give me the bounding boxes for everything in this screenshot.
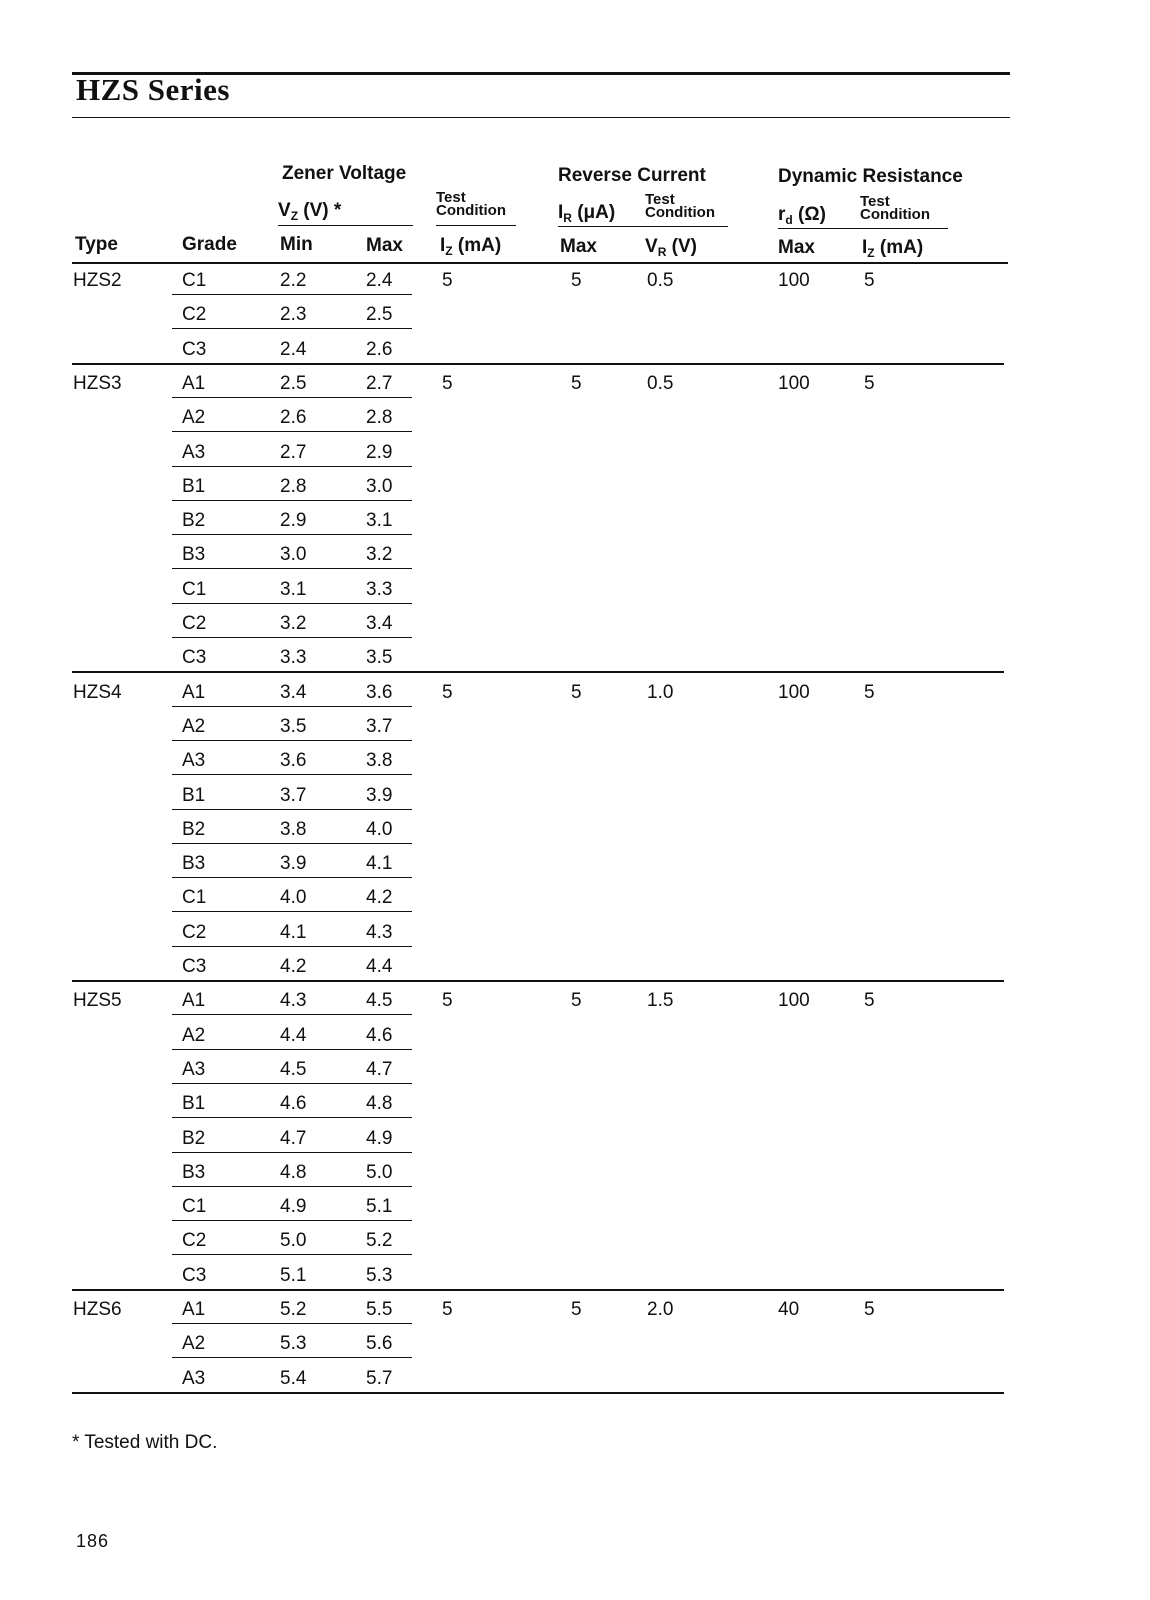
cell-min: 4.5 bbox=[280, 1058, 307, 1080]
grade-divider bbox=[172, 466, 412, 467]
cell-grade: B2 bbox=[182, 1127, 206, 1149]
cell-max: 5.1 bbox=[366, 1196, 393, 1218]
cell-max: 5.0 bbox=[366, 1161, 393, 1183]
cell-max: 3.6 bbox=[366, 681, 393, 703]
cell-grade: A1 bbox=[182, 372, 206, 394]
grade-divider bbox=[172, 431, 412, 432]
cell-grade: C2 bbox=[182, 304, 207, 326]
column-header-max: Max bbox=[366, 235, 403, 256]
cell-max: 5.5 bbox=[366, 1299, 393, 1320]
cell-max: 3.4 bbox=[366, 613, 393, 634]
cell-max: 4.7 bbox=[366, 1058, 393, 1080]
column-header-type: Type bbox=[75, 234, 118, 255]
cell-iz: 5 bbox=[442, 1299, 453, 1320]
grade-divider bbox=[172, 1083, 412, 1084]
cell-min: 5.4 bbox=[280, 1367, 307, 1389]
cell-iz: 5 bbox=[442, 270, 453, 291]
column-header-grade: Grade bbox=[182, 234, 237, 255]
cell-grade: A1 bbox=[182, 1299, 206, 1320]
cell-grade: C1 bbox=[182, 578, 207, 600]
cell-grade: A1 bbox=[182, 681, 206, 703]
cell-type: HZS4 bbox=[73, 681, 122, 703]
cell-max: 3.5 bbox=[366, 647, 393, 669]
cell-grade: C1 bbox=[182, 887, 207, 909]
cell-rd: 100 bbox=[778, 990, 810, 1012]
cell-vr: 1.5 bbox=[647, 990, 674, 1012]
cell-min: 5.3 bbox=[280, 1333, 307, 1355]
grade-divider bbox=[172, 328, 412, 329]
cell-vr: 2.0 bbox=[647, 1299, 674, 1320]
cell-grade: C2 bbox=[182, 1230, 207, 1252]
cell-ir: 5 bbox=[571, 1299, 582, 1320]
cell-max: 2.8 bbox=[366, 407, 393, 429]
cell-max: 3.2 bbox=[366, 544, 393, 566]
grade-divider bbox=[172, 706, 412, 707]
cell-max: 4.2 bbox=[366, 887, 393, 909]
cell-min: 4.7 bbox=[280, 1127, 307, 1149]
cell-iz: 5 bbox=[442, 372, 453, 394]
cell-max: 3.7 bbox=[366, 715, 393, 737]
cell-min: 4.6 bbox=[280, 1093, 307, 1115]
cell-iz2: 5 bbox=[864, 681, 875, 703]
cell-type: HZS5 bbox=[73, 990, 122, 1012]
cell-max: 3.9 bbox=[366, 784, 393, 806]
cell-grade: B3 bbox=[182, 1161, 206, 1183]
cell-max: 5.7 bbox=[366, 1367, 393, 1389]
cell-grade: A3 bbox=[182, 1367, 206, 1389]
column-header-iz: $I_Z$ (mA) bbox=[440, 235, 502, 258]
cell-min: 2.3 bbox=[280, 304, 307, 326]
cell-grade: B2 bbox=[182, 510, 206, 532]
cell-iz: 5 bbox=[442, 681, 453, 703]
cell-grade: C3 bbox=[182, 1264, 207, 1286]
cell-iz2: 5 bbox=[864, 270, 875, 291]
cell-min: 3.0 bbox=[280, 544, 307, 566]
cell-iz: 5 bbox=[442, 990, 453, 1012]
cell-min: 3.6 bbox=[280, 750, 307, 772]
cell-min: 3.3 bbox=[280, 647, 307, 669]
cell-max: 4.1 bbox=[366, 853, 393, 875]
cell-min: 3.5 bbox=[280, 715, 307, 737]
vz-symbol: $V_Z$ (V) * bbox=[278, 200, 342, 223]
ir-symbol: $I_R$ (μA) bbox=[558, 202, 616, 225]
cell-max: 4.9 bbox=[366, 1127, 393, 1149]
cell-min: 3.2 bbox=[280, 613, 307, 634]
cell-vr: 0.5 bbox=[647, 270, 674, 291]
cell-grade: B1 bbox=[182, 475, 206, 497]
grade-divider bbox=[172, 1220, 412, 1221]
dynamic-resistance-underline bbox=[778, 228, 948, 229]
cell-grade: A2 bbox=[182, 1024, 206, 1046]
cell-max: 2.7 bbox=[366, 372, 393, 394]
cell-min: 3.8 bbox=[280, 818, 307, 840]
cell-max: 2.6 bbox=[366, 338, 393, 360]
grade-divider bbox=[172, 774, 412, 775]
cell-rd: 100 bbox=[778, 372, 810, 394]
page-title: HZS Series bbox=[76, 72, 230, 107]
cell-min: 3.1 bbox=[280, 578, 307, 600]
cell-grade: A3 bbox=[182, 441, 206, 463]
grade-divider bbox=[172, 946, 412, 947]
reverse-current-underline bbox=[558, 226, 728, 227]
footnote: * Tested with DC. bbox=[72, 1432, 218, 1453]
cell-max: 2.9 bbox=[366, 441, 393, 463]
grade-divider bbox=[172, 809, 412, 810]
grade-divider bbox=[172, 877, 412, 878]
cell-ir: 5 bbox=[571, 270, 582, 291]
cell-max: 5.6 bbox=[366, 1333, 393, 1355]
cell-max: 4.3 bbox=[366, 921, 393, 943]
grade-divider bbox=[172, 843, 412, 844]
cell-min: 4.0 bbox=[280, 887, 307, 909]
cell-min: 2.5 bbox=[280, 372, 307, 394]
cell-max: 3.0 bbox=[366, 475, 393, 497]
cell-max: 2.4 bbox=[366, 270, 393, 291]
cell-grade: A3 bbox=[182, 1058, 206, 1080]
cell-grade: A1 bbox=[182, 990, 206, 1012]
cell-vr: 1.0 bbox=[647, 681, 674, 703]
grade-divider bbox=[172, 568, 412, 569]
cell-min: 5.0 bbox=[280, 1230, 307, 1252]
group-divider bbox=[72, 1392, 1004, 1394]
cell-grade: B3 bbox=[182, 544, 206, 566]
cell-min: 5.1 bbox=[280, 1264, 307, 1286]
grade-divider bbox=[172, 1117, 412, 1118]
grade-divider bbox=[172, 637, 412, 638]
cell-type: HZS3 bbox=[73, 372, 122, 394]
cell-min: 2.6 bbox=[280, 407, 307, 429]
grade-divider bbox=[172, 500, 412, 501]
grade-divider bbox=[172, 911, 412, 912]
group-divider bbox=[72, 671, 1004, 673]
cell-max: 4.5 bbox=[366, 990, 393, 1012]
header-rule bbox=[72, 262, 1008, 264]
cell-min: 2.9 bbox=[280, 510, 307, 532]
cell-min: 2.2 bbox=[280, 270, 307, 291]
grade-divider bbox=[172, 603, 412, 604]
cell-min: 5.2 bbox=[280, 1299, 307, 1320]
cell-rd: 100 bbox=[778, 270, 810, 291]
cell-grade: A2 bbox=[182, 715, 206, 737]
cell-grade: A2 bbox=[182, 1333, 206, 1355]
grade-divider bbox=[172, 534, 412, 535]
cell-grade: B1 bbox=[182, 784, 206, 806]
cell-max: 5.2 bbox=[366, 1230, 393, 1252]
cell-max: 3.3 bbox=[366, 578, 393, 600]
cell-min: 2.8 bbox=[280, 475, 307, 497]
cell-grade: B3 bbox=[182, 853, 206, 875]
cell-ir: 5 bbox=[571, 372, 582, 394]
cell-iz2: 5 bbox=[864, 1299, 875, 1320]
grade-divider bbox=[172, 397, 412, 398]
cell-type: HZS6 bbox=[73, 1299, 122, 1320]
cell-grade: B2 bbox=[182, 818, 206, 840]
cell-grade: A3 bbox=[182, 750, 206, 772]
cell-grade: C1 bbox=[182, 270, 207, 291]
cell-rd: 100 bbox=[778, 681, 810, 703]
grade-divider bbox=[172, 1014, 412, 1015]
cell-min: 3.7 bbox=[280, 784, 307, 806]
column-header-iz2: $I_Z$ (mA) bbox=[862, 237, 924, 260]
cell-min: 4.9 bbox=[280, 1196, 307, 1218]
cell-min: 4.4 bbox=[280, 1024, 307, 1046]
group-divider bbox=[72, 1289, 1004, 1291]
cell-rd: 40 bbox=[778, 1299, 800, 1320]
cell-grade: C3 bbox=[182, 956, 207, 977]
cell-max: 2.5 bbox=[366, 304, 393, 326]
test-condition-iz: Test Condition bbox=[436, 189, 506, 219]
cell-min: 4.1 bbox=[280, 921, 307, 943]
grade-divider bbox=[172, 1049, 412, 1050]
title-bottom-rule bbox=[72, 117, 1010, 118]
cell-ir: 5 bbox=[571, 681, 582, 703]
reverse-current-header: Reverse Current bbox=[558, 165, 706, 186]
test-condition-iz-underline bbox=[436, 225, 516, 226]
cell-grade: C2 bbox=[182, 613, 207, 634]
cell-min: 4.3 bbox=[280, 990, 307, 1012]
grade-divider bbox=[172, 740, 412, 741]
cell-grade: C3 bbox=[182, 338, 207, 360]
cell-min: 3.9 bbox=[280, 853, 307, 875]
page-number: 186 bbox=[76, 1531, 110, 1551]
cell-type: HZS2 bbox=[73, 270, 122, 291]
cell-iz2: 5 bbox=[864, 372, 875, 394]
grade-divider bbox=[172, 1152, 412, 1153]
group-divider bbox=[72, 363, 1004, 365]
column-header-min: Min bbox=[280, 234, 313, 255]
cell-max: 4.0 bbox=[366, 818, 393, 840]
cell-grade: C3 bbox=[182, 647, 207, 669]
grade-divider bbox=[172, 1254, 412, 1255]
column-header-ir-max: Max bbox=[560, 236, 597, 257]
grade-divider bbox=[172, 1323, 412, 1324]
cell-max: 4.6 bbox=[366, 1024, 393, 1046]
cell-max: 4.8 bbox=[366, 1093, 393, 1115]
test-condition-vr: Test Condition bbox=[645, 191, 715, 221]
grade-divider bbox=[172, 1357, 412, 1358]
test-condition-rd: Test Condition bbox=[860, 193, 930, 223]
dynamic-resistance-header: Dynamic Resistance bbox=[778, 166, 963, 187]
cell-grade: B1 bbox=[182, 1093, 206, 1115]
cell-grade: A2 bbox=[182, 407, 206, 429]
cell-min: 4.8 bbox=[280, 1161, 307, 1183]
cell-min: 2.4 bbox=[280, 338, 307, 360]
column-header-rd-max: Max bbox=[778, 237, 815, 258]
cell-max: 4.4 bbox=[366, 956, 393, 977]
grade-divider bbox=[172, 294, 412, 295]
cell-grade: C1 bbox=[182, 1196, 207, 1218]
cell-min: 3.4 bbox=[280, 681, 307, 703]
cell-ir: 5 bbox=[571, 990, 582, 1012]
cell-max: 5.3 bbox=[366, 1264, 393, 1286]
cell-max: 3.8 bbox=[366, 750, 393, 772]
cell-iz2: 5 bbox=[864, 990, 875, 1012]
zener-voltage-underline bbox=[278, 225, 413, 226]
cell-min: 4.2 bbox=[280, 956, 307, 977]
column-header-vr: $V_R$ (V) bbox=[645, 236, 697, 259]
zener-voltage-header: Zener Voltage bbox=[282, 163, 407, 184]
cell-vr: 0.5 bbox=[647, 372, 674, 394]
rd-symbol: $r_d$ (Ω) bbox=[778, 204, 826, 227]
cell-max: 3.1 bbox=[366, 510, 393, 532]
cell-grade: C2 bbox=[182, 921, 207, 943]
grade-divider bbox=[172, 1186, 412, 1187]
cell-min: 2.7 bbox=[280, 441, 307, 463]
group-divider bbox=[72, 980, 1004, 982]
